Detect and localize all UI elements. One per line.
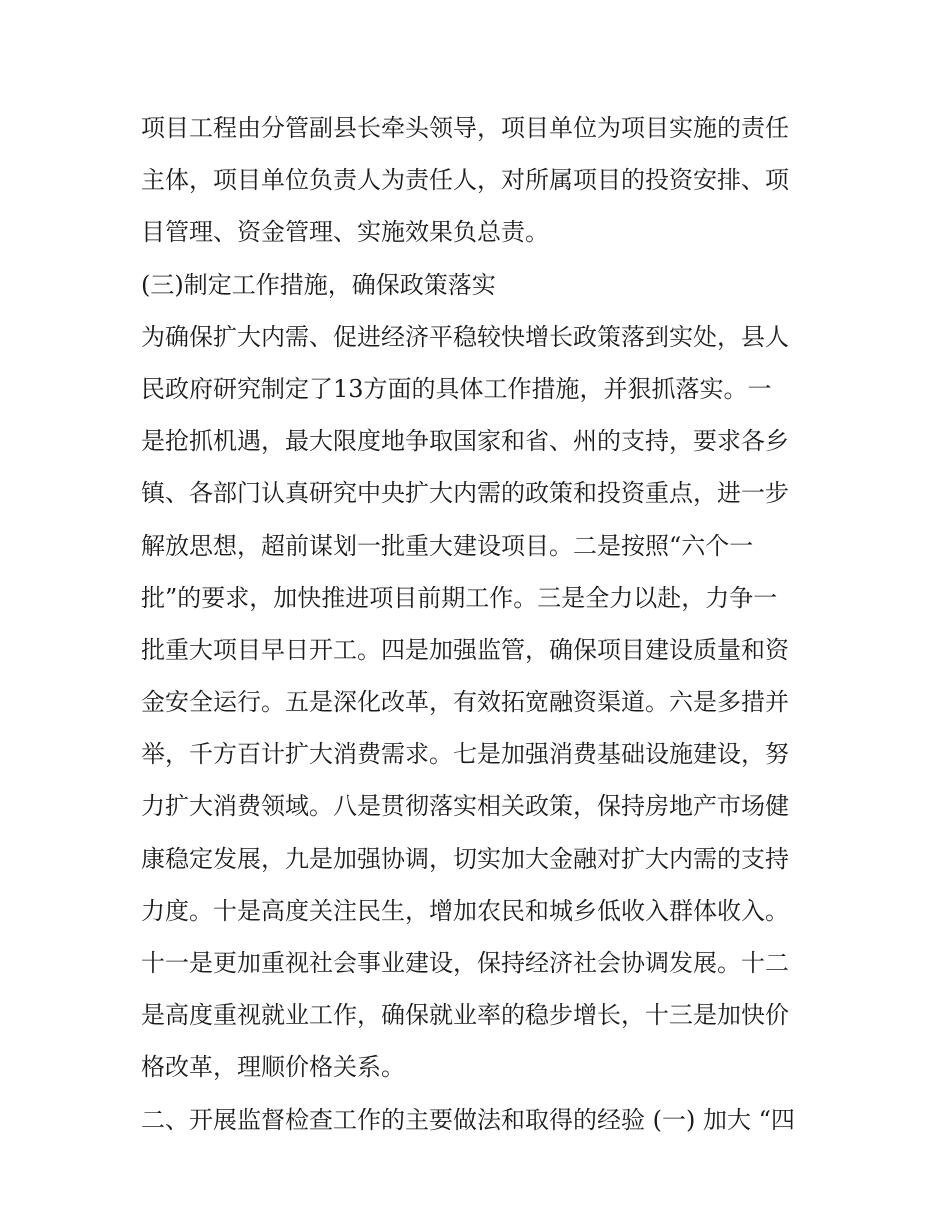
text-line: 为确保扩大内需、促进经济平稳较快增长政策落到实处，县人 <box>141 322 789 351</box>
text-line: 十一是更加重视社会事业建设，保持经济社会协调发展。十二 <box>141 949 789 977</box>
text-line: 是抢抓机遇，最大限度地争取国家和省、州的支持，要求各乡 <box>141 427 789 456</box>
text-line: 康稳定发展，九是加强协调，切实加大金融对扩大内需的支持 <box>141 844 789 873</box>
text-line: 解放思想，超前谋划一批重大建设项目。二是按照“六个一 <box>141 531 754 560</box>
text-line: 力度。十是高度关注民生，增加农民和城乡低收入群体收入。 <box>141 896 789 925</box>
text-line: 目管理、资金管理、实施效果负总责。 <box>141 218 549 247</box>
text-line: 项目工程由分管副县长牵头领导，项目单位为项目实施的责任 <box>141 114 789 142</box>
text-line: 镇、各部门认真研究中央扩大内需的政策和投资重点，进一步 <box>141 479 789 508</box>
text-line: 金安全运行。五是深化改革，有效拓宽融资渠道。六是多措并 <box>141 688 789 717</box>
text-line: 民政府研究制定了13方面的具体工作措施，并狠抓落实。一 <box>141 374 772 403</box>
section-heading: 二、开展监督检查工作的主要做法和取得的经验 (一) 加大 “四 <box>141 1105 795 1134</box>
text-line: 力扩大消费领域。八是贯彻落实相关政策，保持房地产市场健 <box>141 792 789 821</box>
text-line: 格改革，理顺价格关系。 <box>141 1053 405 1082</box>
text-line: 举，千方百计扩大消费需求。七是加强消费基础设施建设，努 <box>141 740 789 769</box>
text-line: 是高度重视就业工作，确保就业率的稳步增长，十三是加快价 <box>141 1001 789 1030</box>
body-text <box>141 102 813 1146</box>
text-line: 批重大项目早日开工。四是加强监管，确保项目建设质量和资 <box>141 635 789 664</box>
text-line: 主体，项目单位负责人为责任人，对所属项目的投资安排、项 <box>141 166 789 195</box>
section-heading: (三)制定工作措施，确保政策落实 <box>141 270 496 299</box>
text-line: 批”的要求，加快推进项目前期工作。三是全力以赴，力争一 <box>141 583 778 612</box>
